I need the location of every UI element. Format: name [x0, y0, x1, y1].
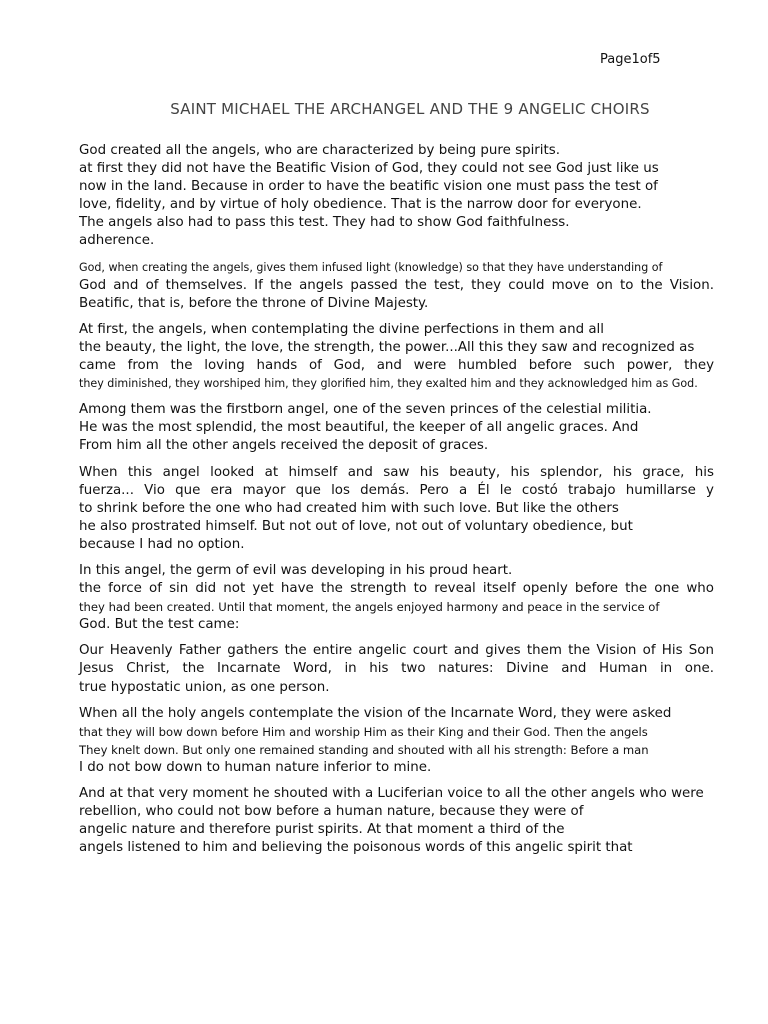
text-line: I do not bow down to human nature inferior to mine.: [79, 759, 432, 775]
paragraph-3: [79, 321, 714, 393]
text-line: came from the loving hands of God, and were humbled before such power, they: [79, 358, 714, 374]
text-line: God, when creating the angels, gives them infused light (knowledge) so that they have understanding of: [79, 260, 663, 274]
text-line: From him all the other angels received the deposit of graces.: [79, 438, 489, 454]
paragraph-6: [79, 562, 714, 634]
text-line: at first they did not have the Beatific Vision of God, they could not see God just like us: [79, 161, 659, 177]
paragraph-9: [79, 785, 714, 857]
text-line: that they will bow down before Him and worship Him as their King and their God. Then the angels: [79, 724, 648, 739]
text-line: In this angel, the germ of evil was developing in his proud heart.: [79, 562, 513, 578]
text-line: the beauty, the light, the love, the strength, the power...All this they saw and recognized as: [79, 339, 695, 355]
text-line: the force of sin did not yet have the strength to reveal itself openly before the one who: [79, 581, 714, 597]
paragraph-4: [79, 401, 714, 455]
text-line: When all the holy angels contemplate the vision of the Incarnate Word, they were asked: [79, 705, 672, 721]
text-line: At first, the angels, when contemplating the divine perfections in them and all: [79, 321, 604, 337]
paragraph-7: [79, 642, 714, 696]
text-line: Beatific, that is, before the throne of Divine Majesty.: [79, 295, 429, 311]
text-line: The angels also had to pass this test. They had to show God faithfulness.: [79, 215, 570, 231]
text-line: true hypostatic union, as one person.: [79, 679, 330, 695]
page-number: Page1of5: [600, 52, 661, 67]
paragraph-8: [79, 705, 714, 777]
text-line: he also prostrated himself. But not out of love, not out of voluntary obedience, but: [79, 518, 633, 534]
text-line: love, fidelity, and by virtue of holy obedience. That is the narrow door for everyone.: [79, 197, 642, 213]
paragraph-5: [79, 464, 714, 554]
text-line: adherence.: [79, 233, 155, 249]
document-body: [79, 142, 714, 865]
text-line: rebellion, who could not bow before a human nature, because they were of: [79, 804, 584, 820]
text-line: They knelt down. But only one remained standing and shouted with all his strength: Before a man: [79, 742, 649, 757]
text-line: now in the land. Because in order to have the beatific vision one must pass the test of: [79, 179, 658, 195]
paragraph-2: [79, 259, 714, 313]
text-line: angelic nature and therefore purist spirits. At that moment a third of the: [79, 822, 565, 838]
text-line: angels listened to him and believing the poisonous words of this angelic spirit that: [79, 840, 633, 856]
text-line: God and of themselves. If the angels passed the test, they could move on to the Vision.: [79, 277, 714, 293]
text-line: to shrink before the one who had created him with such love. But like the others: [79, 500, 619, 516]
text-line: God. But the test came:: [79, 617, 240, 633]
text-line: fuerza... Vio que era mayor que los demás. Pero a Él le costó trabajo humillarse y: [79, 482, 714, 498]
document-title: SAINT MICHAEL THE ARCHANGEL AND THE 9 ANGELIC CHOIRS: [170, 100, 650, 118]
text-line: And at that very moment he shouted with a Luciferian voice to all the other angels who were: [79, 786, 704, 801]
text-line: God created all the angels, who are characterized by being pure spirits.: [79, 143, 561, 158]
text-line: Our Heavenly Father gathers the entire angelic court and gives them the Vision of His Son: [79, 643, 714, 659]
text-line: When this angel looked at himself and saw his beauty, his splendor, his grace, his: [79, 464, 714, 480]
text-line: they had been created. Until that moment, the angels enjoyed harmony and peace in the service of: [79, 600, 660, 615]
text-line: they diminished, they worshiped him, they glorified him, they exalted him and they acknowledged him as God.: [79, 377, 698, 391]
text-line: Jesus Christ, the Incarnate Word, in his two natures: Divine and Human in one.: [79, 661, 714, 677]
text-line: Among them was the firstborn angel, one of the seven princes of the celestial militia.: [79, 402, 652, 418]
text-line: because I had no option.: [79, 536, 245, 552]
paragraph-1: [79, 142, 714, 251]
text-line: He was the most splendid, the most beautiful, the keeper of all angelic graces. And: [79, 420, 639, 436]
